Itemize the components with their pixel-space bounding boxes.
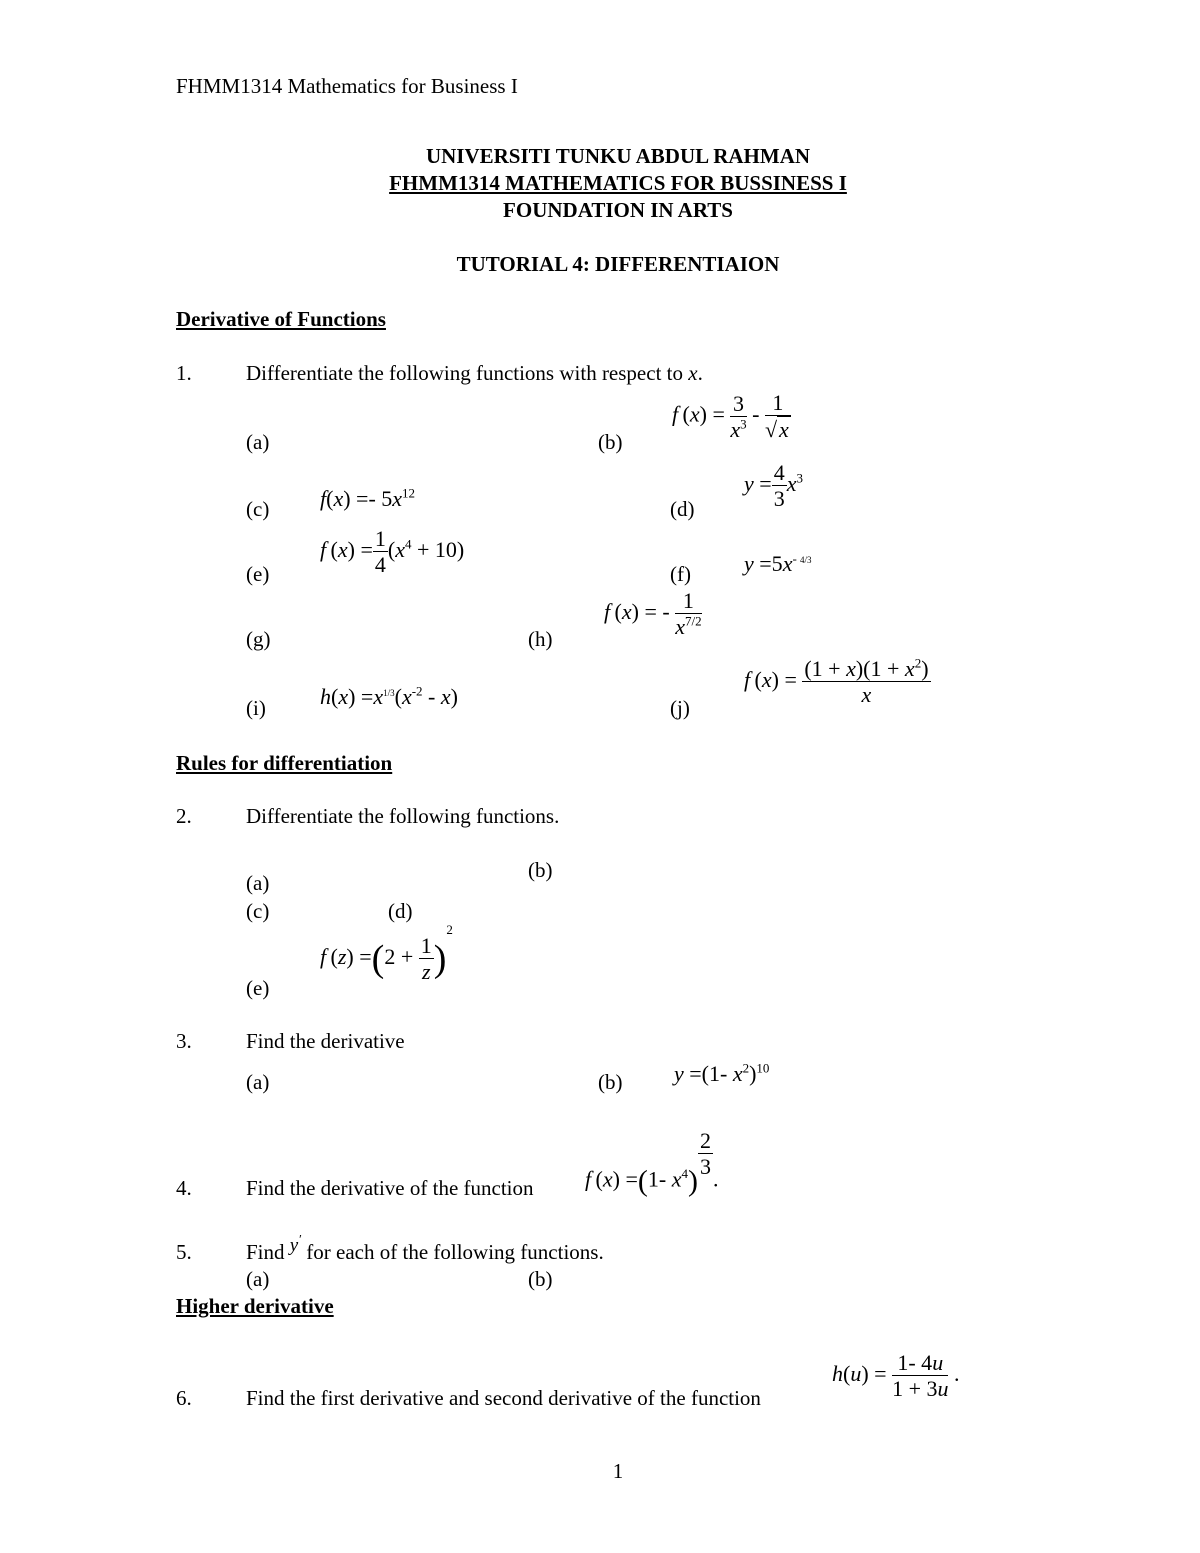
question-number: 5. xyxy=(176,1240,192,1264)
question-number: 4. xyxy=(176,1176,192,1200)
equation-1c: $f(x) =- 5x^{12}$ xyxy=(320,485,416,511)
part-label: (i) xyxy=(246,696,266,720)
question-number: 6. xyxy=(176,1386,192,1410)
part-label: (b) xyxy=(528,1267,553,1291)
question-number: 3. xyxy=(176,1029,192,1053)
equation-1h: f (x) = - $\frac{1}{x^{7/2}}$ xyxy=(604,588,702,640)
equation-3b: y =(1- $x^2)^{10}$ xyxy=(674,1060,770,1086)
equation-1f: $y =5x^{- 4/3}$ xyxy=(744,550,812,576)
part-label: (e) xyxy=(246,976,270,1000)
equation-1j: f (x) = $\frac{(1 + x)(1 + x^2)}{x}$ xyxy=(744,655,929,708)
equation-1d: y = $\frac{4}{3}$ $x^3$ xyxy=(744,460,803,512)
part-label: (b) xyxy=(528,858,553,882)
equation-2e: f (z) =(2 + $\frac{1}{z}$ )$^2$ xyxy=(320,922,453,985)
part-label: (b) xyxy=(598,1070,623,1094)
section-heading-higher: Higher derivative xyxy=(176,1294,334,1318)
part-label: (g) xyxy=(246,627,271,651)
part-label: (c) xyxy=(246,497,270,521)
question-text: Find the derivative of the function xyxy=(246,1176,534,1200)
programme-name: FOUNDATION IN ARTS xyxy=(503,198,733,222)
question-number: 1. xyxy=(176,361,192,385)
question-text: Differentiate the following functions with respect to x. xyxy=(246,361,703,385)
question-text: Find the first derivative and second derivative of the function xyxy=(246,1386,761,1410)
tutorial-title: TUTORIAL 4: DIFFERENTIAION xyxy=(456,252,780,276)
part-label: (a) xyxy=(246,1070,270,1094)
part-label: (a) xyxy=(246,871,270,895)
part-label: (a) xyxy=(246,430,270,454)
section-heading-derivative: Derivative of Functions xyxy=(176,307,386,331)
part-label: (h) xyxy=(528,627,553,651)
part-label: (j) xyxy=(670,696,690,720)
section-heading-rules: Rules for differentiation xyxy=(176,751,393,775)
question-number: 2. xyxy=(176,804,192,828)
equation-1i: $h(x) =x^{1/3}(x^{-2} - x)$ xyxy=(320,683,458,709)
part-label: (b) xyxy=(598,430,623,454)
equation-6: h(u) = $\frac{1- 4u}{1 + 3u}$ . xyxy=(832,1350,960,1402)
equation-4: f (x) =(1- $x^4$) $\frac{2}{3}$ . xyxy=(585,1128,719,1198)
question-text: Differentiate the following functions. xyxy=(246,804,560,828)
part-label: (a) xyxy=(246,1267,270,1291)
question-text: Find y′ for each of the following functions. xyxy=(246,1231,604,1264)
question-text: Find the derivative xyxy=(246,1029,405,1053)
course-title: FHMM1314 MATHEMATICS FOR BUSSINESS I xyxy=(389,171,847,195)
part-label: (f) xyxy=(670,562,691,586)
part-label: (e) xyxy=(246,562,270,586)
equation-1e: f (x) = $\frac{1}{4}$ $(x^4 + 10)$ xyxy=(320,526,465,578)
page-number: 1 xyxy=(612,1459,624,1483)
part-label: (c) xyxy=(246,899,270,923)
part-label: (d) xyxy=(388,899,413,923)
equation-1b: f (x) = $\frac{3}{x^3}$ - $\frac{1}{√x}$ xyxy=(672,390,789,443)
part-label: (d) xyxy=(670,497,695,521)
running-header: FHMM1314 Mathematics for Business I xyxy=(176,74,518,98)
university-name: UNIVERSITI TUNKU ABDUL RAHMAN xyxy=(425,144,811,168)
